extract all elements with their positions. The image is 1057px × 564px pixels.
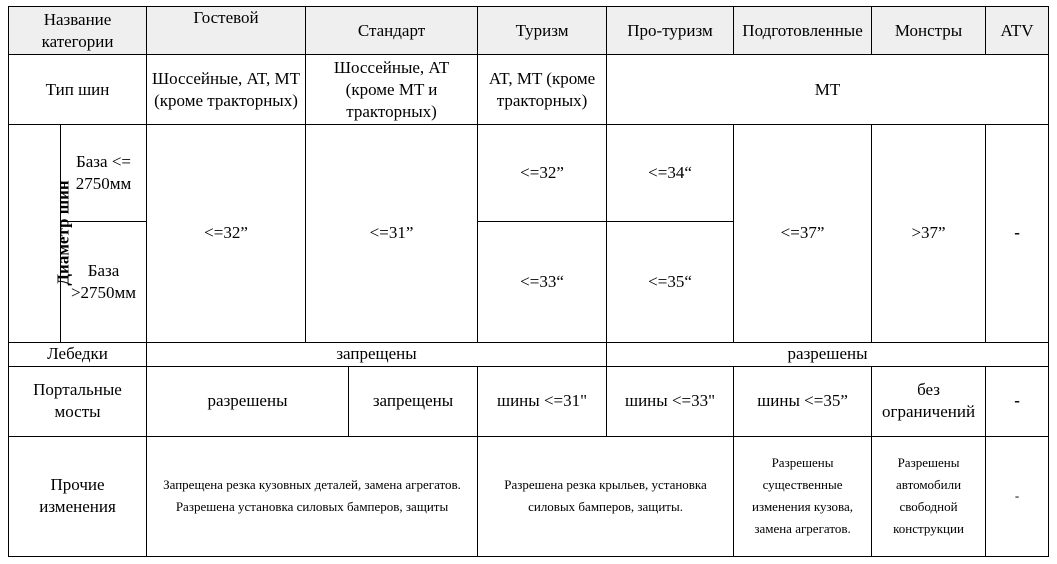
winches-forbidden: запрещены (147, 342, 607, 366)
tyre-type-row (9, 55, 1049, 125)
header-protourism: Про-туризм (607, 7, 734, 55)
header-guest: Гостевой (147, 7, 306, 55)
other-guest-standard: Запрещена резка кузовных деталей, замена агрегатов. Разрешена установка силовых бамперов, защиты (147, 436, 478, 556)
tyre-type-tourism: AT, MT (кроме тракторных) (478, 55, 607, 125)
winches-row (9, 342, 1049, 366)
portal-protourism: шины <=33" (607, 366, 734, 436)
diameter-protourism-large: <=35“ (607, 222, 734, 342)
diameter-protourism-small: <=34“ (607, 125, 734, 222)
other-label: Прочие изменения (9, 436, 147, 556)
portal-atv: - (986, 366, 1049, 436)
diameter-label-cell (9, 125, 73, 342)
rules-table (8, 6, 1049, 557)
tyre-type-rest: MT (607, 55, 1049, 125)
other-row (9, 436, 1049, 556)
winches-allowed: разрешены (607, 342, 1049, 366)
header-monsters: Монстры (872, 7, 986, 55)
diameter-prepared: <=37” (734, 125, 872, 342)
winches-label: Лебедки (9, 342, 147, 366)
portal-tourism: шины <=31" (478, 366, 607, 436)
header-prepared: Подготовленные (734, 7, 872, 55)
portal-label: Портальные мосты (9, 366, 147, 436)
diameter-row-small-base (9, 125, 1049, 222)
other-prepared: Разрешены существенные изменения кузова, замена агрегатов. (734, 436, 872, 556)
diameter-label: Диаметр шин (53, 180, 73, 287)
header-row (9, 7, 1049, 55)
diameter-tourism-small: <=32” (478, 125, 607, 222)
diameter-base-large: База >2750мм (61, 222, 147, 342)
portal-prepared: шины <=35” (734, 366, 872, 436)
diameter-atv: - (986, 125, 1049, 342)
header-category: Название категории (9, 7, 147, 55)
other-tourism-protourism: Разрешена резка крыльев, установка силовых бамперов, защиты. (478, 436, 734, 556)
other-atv: - (986, 436, 1049, 556)
header-tourism: Туризм (478, 7, 607, 55)
diameter-base-small: База <= 2750мм (61, 125, 147, 222)
header-atv: ATV (986, 7, 1049, 55)
portal-guest: разрешены (147, 366, 349, 436)
portal-standard: запрещены (349, 366, 478, 436)
diameter-guest: <=32” (147, 125, 306, 342)
diameter-standard: <=31” (306, 125, 478, 342)
portal-row (9, 366, 1049, 436)
portal-monsters: без ограничений (872, 366, 986, 436)
header-standard: Стандарт (306, 7, 478, 55)
diameter-monsters: >37” (872, 125, 986, 342)
diameter-tourism-large: <=33“ (478, 222, 607, 342)
tyre-type-label: Тип шин (9, 55, 147, 125)
other-monsters: Разрешены автомобили свободной конструкции (872, 436, 986, 556)
tyre-type-standard: Шоссейные, AT (кроме MT и тракторных) (306, 55, 478, 125)
tyre-type-guest: Шоссейные, AT, MT (кроме тракторных) (147, 55, 306, 125)
